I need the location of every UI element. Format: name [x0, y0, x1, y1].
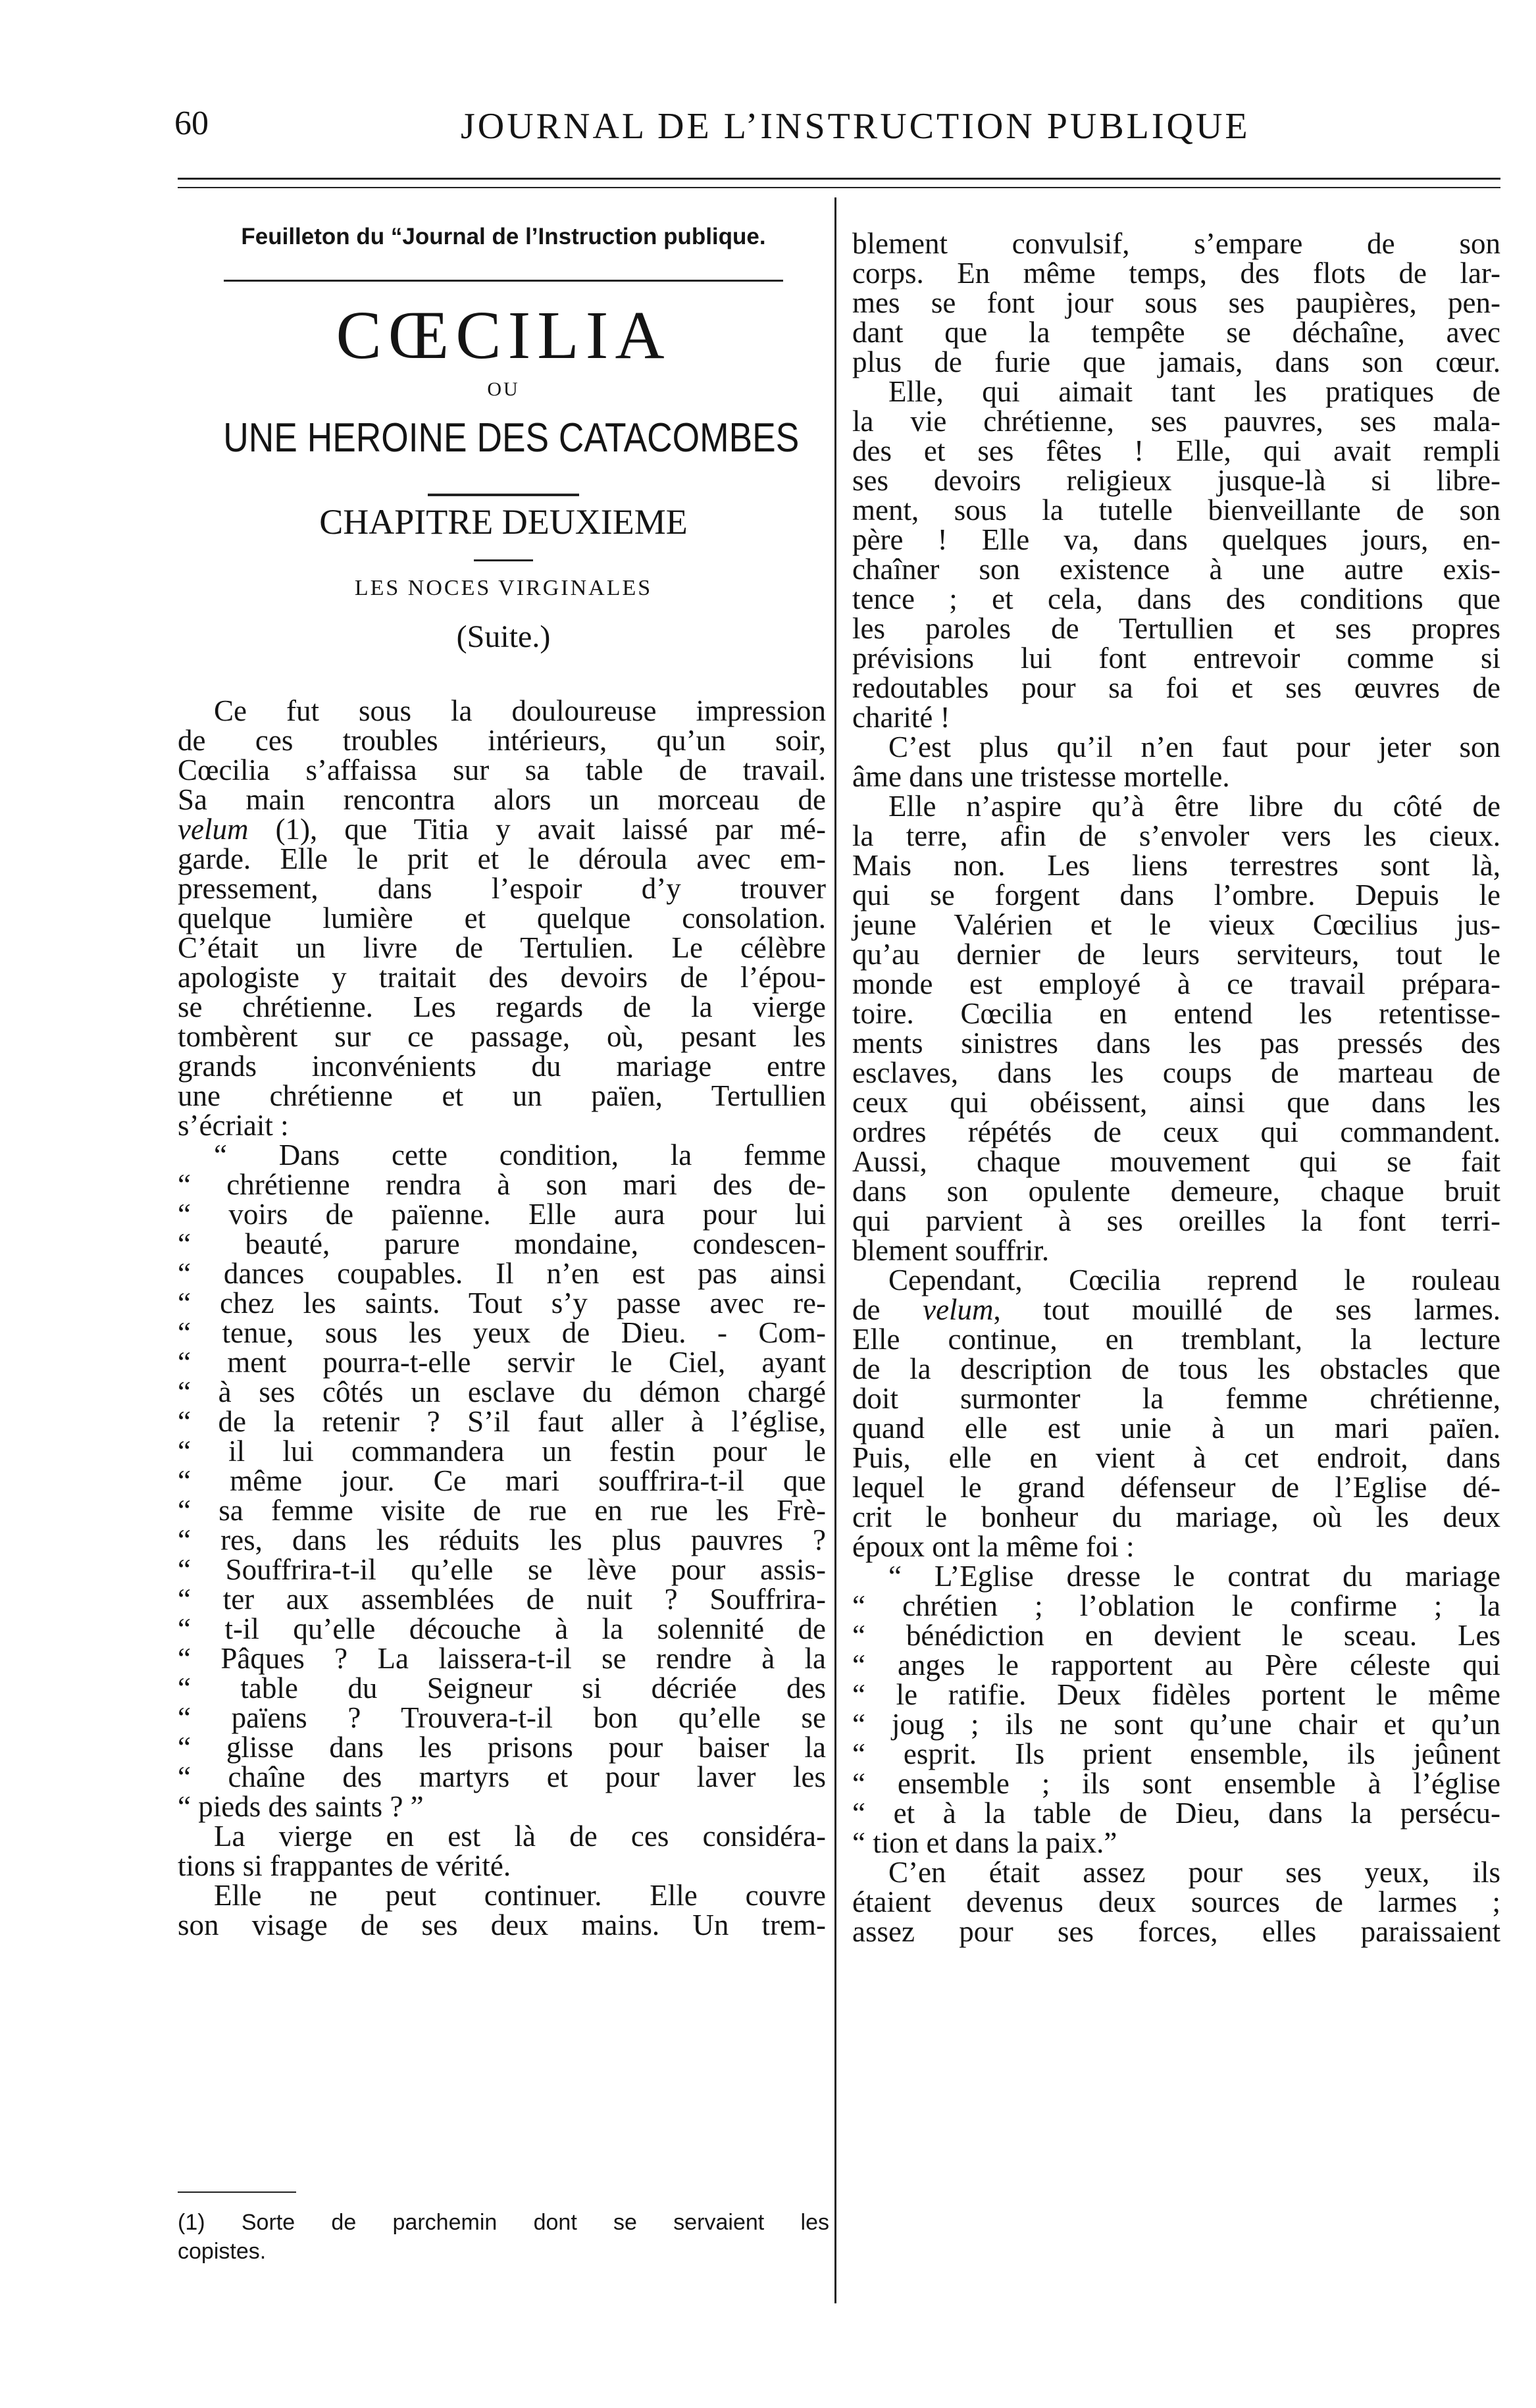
text-line: de velum, tout mouillé de ses larmes.: [852, 1293, 1500, 1326]
quote-line: “ à ses côtés un esclave du démon chargé: [178, 1375, 826, 1408]
text-line: redoutables pour sa foi et ses œuvres de: [852, 671, 1500, 704]
text-line: ses devoirs religieux jusque-là si libre-: [852, 464, 1500, 497]
header-rule-thin: [178, 187, 1500, 188]
text-line: prévisions lui font entrevoir comme si: [852, 642, 1500, 675]
text-line: chaîner son existence à une autre exis-: [852, 553, 1500, 586]
text-line: plus de furie que jamais, dans son cœur.: [852, 346, 1500, 378]
text-line: père ! Elle va, dans quelques jours, en-: [852, 523, 1500, 556]
quote-line: “ il lui commandera un festin pour le: [178, 1435, 826, 1468]
chapter-rule: [474, 559, 533, 561]
text-line: Elle, qui aimait tant les pratiques de: [888, 375, 1500, 408]
quote-line: “ chrétienne rendra à son mari des de-: [178, 1168, 826, 1201]
text-line: tions si frappantes de vérité.: [178, 1849, 511, 1882]
quote-line: “ ter aux assemblées de nuit ? Souffrira-: [178, 1583, 826, 1616]
text-line: Elle ne peut continuer. Elle couvre: [214, 1879, 826, 1912]
quote-line: “ res, dans les réduits les plus pauvres ?: [178, 1524, 826, 1556]
chapter-heading: CHAPITRE DEUXIEME: [319, 502, 688, 542]
text-line: la terre, afin de s’envoler vers les cieux.: [852, 819, 1500, 852]
right-column-text: [852, 227, 1500, 1948]
text-line: étaient devenus deux sources de larmes ;: [852, 1885, 1500, 1918]
text-line: qu’au dernier de leurs serviteurs, tout le: [852, 938, 1500, 971]
header-rule: [178, 178, 1500, 180]
text-line: pressement, dans l’espoir d’y trouver: [178, 872, 826, 905]
text-line: ceux qui obéissent, ainsi que dans les: [852, 1086, 1500, 1119]
text-line: son visage de ses deux mains. Un trem-: [178, 1908, 826, 1941]
story-subtitle: UNE HEROINE DES CATACOMBES: [223, 415, 800, 461]
page-number: 60: [174, 105, 209, 142]
quote-line: “ chaîne des martyrs et pour laver les: [178, 1760, 826, 1793]
text-line: Aussi, chaque mouvement qui se fait: [852, 1145, 1500, 1178]
quote-line: “ ensemble ; ils sont ensemble à l’église: [852, 1767, 1500, 1800]
text-line: C’est plus qu’il n’en faut pour jeter son: [888, 730, 1500, 763]
text-line: esclaves, dans les coups de marteau de: [852, 1056, 1500, 1089]
quote-line: “ le ratifie. Deux fidèles portent le même: [852, 1678, 1500, 1711]
quote-line: “ Pâques ? La laissera-t-il se rendre à la: [178, 1642, 826, 1675]
quote-line: “ voirs de païenne. Elle aura pour lui: [178, 1198, 826, 1231]
feuilleton-heading: Feuilleton du “Journal de l’Instruction publique.: [241, 224, 766, 249]
text-line: Cependant, Cœcilia reprend le rouleau: [888, 1264, 1500, 1296]
quote-line: “ tion et dans la paix.”: [852, 1826, 1117, 1859]
quote-line: “ chrétien ; l’oblation le confirme ; la: [852, 1589, 1500, 1622]
story-title: CŒCILIA: [336, 297, 671, 373]
quote-line: “ païens ? Trouvera-t-il bon qu’elle se: [178, 1701, 826, 1734]
text-line: garde. Elle le prit et le déroula avec em-: [178, 842, 826, 875]
text-line: doit surmonter la femme chrétienne,: [852, 1382, 1500, 1415]
text-line: lequel le grand défenseur de l’Eglise dé-: [852, 1471, 1500, 1504]
footnote-line: (1) Sorte de parchemin dont se servaient les: [178, 2210, 829, 2235]
text-line: se chrétienne. Les regards de la vierge: [178, 990, 826, 1023]
text-line: assez pour ses forces, elles paraissaient: [852, 1915, 1500, 1948]
text-line: Ce fut sous la douloureuse impression: [214, 694, 826, 727]
text-line: époux ont la même foi :: [852, 1530, 1135, 1563]
text-line: s’écriait :: [178, 1109, 289, 1142]
quote-line: “ beauté, parure mondaine, condescen-: [178, 1227, 826, 1260]
footnote: [178, 2208, 829, 2266]
text-line: quand elle est unie à un mari païen.: [852, 1412, 1500, 1445]
text-line: âme dans une tristesse mortelle.: [852, 760, 1230, 793]
text-line: ment, sous la tutelle bienveillante de son: [852, 494, 1500, 526]
quote-line: “ esprit. Ils prient ensemble, ils jeûnent: [852, 1737, 1500, 1770]
continuation-note: (Suite.): [456, 619, 551, 654]
quote-line: “ Souffrira-t-il qu’elle se lève pour assis-: [178, 1553, 826, 1586]
quote-line: “ pieds des saints ? ”: [178, 1790, 424, 1823]
feuilleton-rule: [224, 280, 783, 282]
text-line: corps. En même temps, des flots de lar-: [852, 257, 1500, 290]
quote-line: “ même jour. Ce mari souffrira-t-il que: [178, 1464, 826, 1497]
text-line: C’était un livre de Tertulien. Le célèbre: [178, 931, 826, 964]
text-line: ordres répétés de ceux qui commandent.: [852, 1115, 1500, 1148]
text-line: Elle continue, en tremblant, la lecture: [852, 1323, 1500, 1356]
quote-line: “ t-il qu’elle découche à la solennité de: [178, 1612, 826, 1645]
footnote-rule: [178, 2191, 296, 2193]
quote-line: “ glisse dans les prisons pour baiser la: [178, 1731, 826, 1764]
text-line: Mais non. Les liens terrestres sont là,: [852, 849, 1500, 882]
text-line: une chrétienne et un païen, Tertullien: [178, 1079, 826, 1112]
section-heading: LES NOCES VIRGINALES: [354, 576, 653, 600]
quote-line: “ et à la table de Dieu, dans la persécu-: [852, 1797, 1500, 1830]
footnote-line: copistes.: [178, 2239, 267, 2264]
text-line: Sa main rencontra alors un morceau de: [178, 783, 826, 816]
quote-line: “ de la retenir ? S’il faut aller à l’église,: [178, 1405, 826, 1438]
text-line: charité !: [852, 701, 950, 734]
text-line: velum (1), que Titia y avait laissé par mé-: [178, 813, 826, 846]
text-line: blement convulsif, s’empare de son: [852, 227, 1500, 260]
text-line: tence ; et cela, dans des conditions que: [852, 582, 1500, 615]
text-line: grands inconvénients du mariage entre: [178, 1050, 826, 1083]
title-conjunction: OU: [487, 378, 520, 400]
quote-line: “ ment pourra-t-elle servir le Ciel, ayant: [178, 1346, 826, 1379]
text-line: dans son opulente demeure, chaque bruit: [852, 1175, 1500, 1208]
title-rule: [428, 494, 579, 496]
quote-line: “ anges le rapportent au Père céleste qui: [852, 1649, 1500, 1681]
quote-line: “ Dans cette condition, la femme: [214, 1139, 826, 1171]
text-line: Cœcilia s’affaissa sur sa table de travail.: [178, 754, 826, 786]
text-line: de la description de tous les obstacles que: [852, 1352, 1500, 1385]
text-line: quelque lumière et quelque consolation.: [178, 902, 826, 935]
text-line: des et ses fêtes ! Elle, qui avait rempli: [852, 434, 1500, 467]
text-line: la vie chrétienne, ses pauvres, ses mala-: [852, 405, 1500, 438]
text-line: Puis, elle en vient à cet endroit, dans: [852, 1441, 1500, 1474]
text-line: les paroles de Tertullien et ses propres: [852, 612, 1500, 645]
text-line: La vierge en est là de ces considéra-: [214, 1820, 826, 1853]
column-divider: [834, 197, 836, 2303]
quote-line: “ joug ; ils ne sont qu’une chair et qu’un: [852, 1708, 1500, 1741]
text-line: qui parvient à ses oreilles la font terri-: [852, 1204, 1500, 1237]
left-column-text: [178, 694, 826, 1941]
quote-line: “ L’Eglise dresse le contrat du mariage: [888, 1560, 1500, 1593]
text-line: tombèrent sur ce passage, où, pesant les: [178, 1020, 826, 1053]
text-line: crit le bonheur du mariage, où les deux: [852, 1500, 1500, 1533]
text-line: blement souffrir.: [852, 1234, 1050, 1267]
quote-line: “ dances coupables. Il n’en est pas ainsi: [178, 1257, 826, 1290]
text-line: monde est employé à ce travail prépara-: [852, 967, 1500, 1000]
text-line: mes se font jour sous ses paupières, pen-: [852, 286, 1500, 319]
text-line: jeune Valérien et le vieux Cœcilius jus-: [852, 908, 1500, 941]
journal-title: JOURNAL DE L’INSTRUCTION PUBLIQUE: [461, 106, 1250, 147]
text-line: C’en était assez pour ses yeux, ils: [888, 1856, 1500, 1889]
text-line: Elle n’aspire qu’à être libre du côté de: [888, 790, 1500, 823]
text-line: toire. Cœcilia en entend les retentisse-: [852, 997, 1500, 1030]
text-line: ments sinistres dans les pas pressés des: [852, 1027, 1500, 1060]
quote-line: “ sa femme visite de rue en rue les Frè-: [178, 1494, 826, 1527]
quote-line: “ table du Seigneur si décriée des: [178, 1672, 826, 1704]
text-line: qui se forgent dans l’ombre. Depuis le: [852, 879, 1500, 911]
text-line: de ces troubles intérieurs, qu’un soir,: [178, 724, 826, 757]
quote-line: “ tenue, sous les yeux de Dieu. - Com-: [178, 1316, 826, 1349]
quote-line: “ chez les saints. Tout s’y passe avec re-: [178, 1287, 826, 1319]
quote-line: “ bénédiction en devient le sceau. Les: [852, 1619, 1500, 1652]
text-line: dant que la tempête se déchaîne, avec: [852, 316, 1500, 349]
text-line: apologiste y traitait des devoirs de l’épou-: [178, 961, 826, 994]
